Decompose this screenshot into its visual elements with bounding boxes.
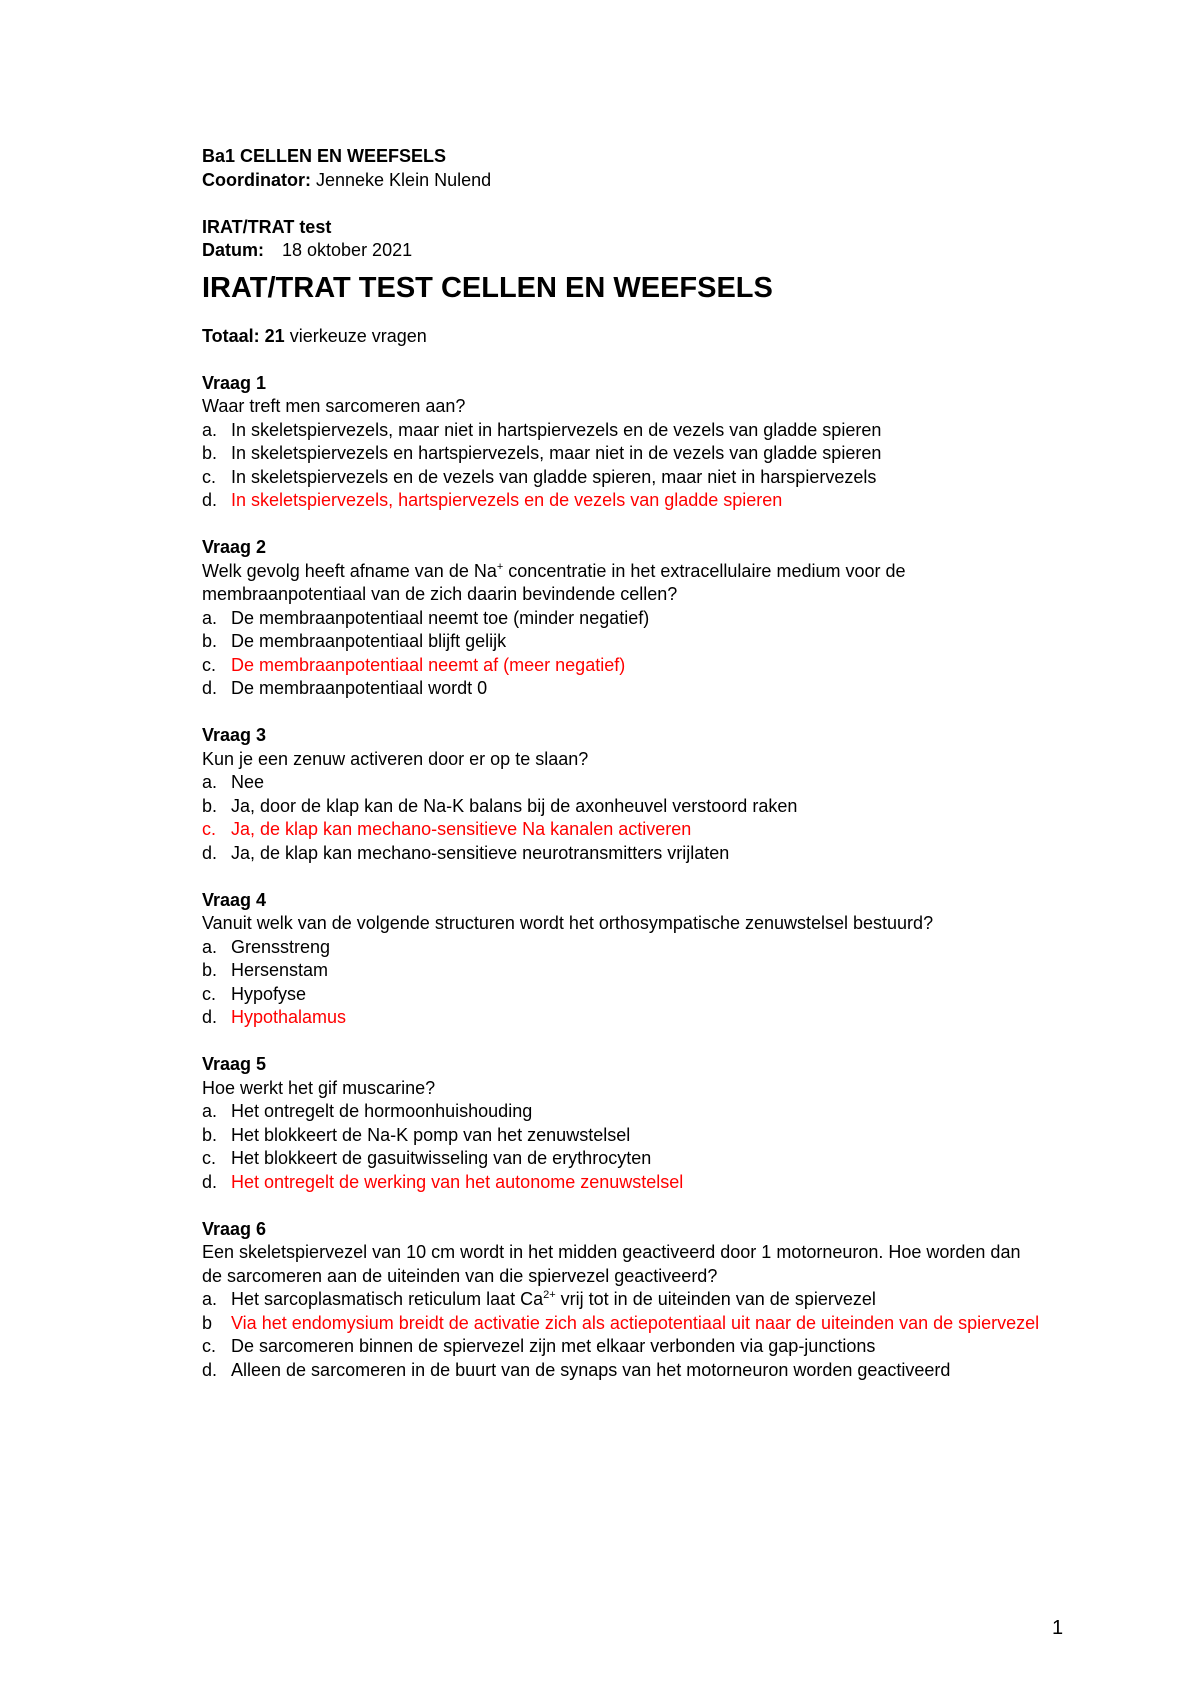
answer-option-a: a. In skeletspiervezels, maar niet in hartspiervezels en de vezels van gladde spieren <box>202 419 882 440</box>
question-text: Kun je een zenuw activeren door er op te slaan? <box>202 748 589 769</box>
question-6 <box>202 1218 1082 1383</box>
answer-option-b: b. Het blokkeert de Na-K pomp van het zenuwstelsel <box>202 1124 631 1145</box>
question-label: Vraag 2 <box>202 537 267 557</box>
question-label: Vraag 1 <box>202 372 267 393</box>
question-text: Vanuit welk van de volgende structuren wordt het orthosympatische zenuwstelsel bestuurd? <box>202 913 934 933</box>
answer-option-d: d. De membraanpotentiaal wordt 0 <box>202 678 488 698</box>
question-label: Vraag 5 <box>202 1054 267 1074</box>
question-4 <box>202 889 1082 1030</box>
date-line <box>202 239 1082 263</box>
course-title: Ba1 CELLEN EN WEEFSELS <box>202 146 447 166</box>
answer-option-c: c. Het blokkeert de gasuitwisseling van de erythrocyten <box>202 1148 652 1168</box>
answer-option-c: c. Hypofyse <box>202 983 307 1004</box>
answer-option-c: c. In skeletspiervezels en de vezels van gladde spieren, maar niet in harspiervezels <box>202 466 877 487</box>
total-label: Totaal: 21 <box>202 325 285 346</box>
coordinator-line <box>202 169 1082 193</box>
answer-option-a: a. De membraanpotentiaal neemt toe (minder negatief) <box>202 607 650 628</box>
answer-option-b: b. In skeletspiervezels en hartspiervezels, maar niet in de vezels van gladde spieren <box>202 443 882 463</box>
date-label: Datum: <box>202 240 264 260</box>
answer-option-d-correct: d. Het ontregelt de werking van het autonome zenuwstelsel <box>202 1171 684 1192</box>
question-label: Vraag 4 <box>202 889 267 910</box>
question-5 <box>202 1053 1082 1194</box>
answer-option-c-correct: c. De membraanpotentiaal neemt af (meer negatief) <box>202 654 626 675</box>
page-number: 1 <box>1052 1617 1064 1639</box>
answer-option-a: a. Het sarcoplasmatisch reticulum laat $Ca^{2+}$ vrij tot in de uiteinden van de spiervezel <box>202 1289 876 1309</box>
coordinator-name: Jenneke Klein Nulend <box>316 169 492 190</box>
answer-option-b-correct: b Via het endomysium breidt de activatie zich als actiepotentiaal uit naar de uiteinden van de spiervezel <box>202 1312 1040 1333</box>
answer-option-c-correct: c. Ja, de klap kan mechano-sensitieve Na kanalen activeren <box>202 819 692 839</box>
question-3 <box>202 724 1082 865</box>
answer-option-d: d. Alleen de sarcomeren in de buurt van de synaps van het motorneuron worden geactiveerd <box>202 1359 951 1380</box>
question-1 <box>202 372 1082 513</box>
test-type: IRAT/TRAT test <box>202 216 332 237</box>
question-text: Een skeletspiervezel van 10 cm wordt in het midden geactiveerd door 1 motorneuron. Hoe worden dan de sarcomeren aan de uiteinden van die spiervezel geactiveerd? <box>202 1242 1021 1286</box>
answer-option-b: b. De membraanpotentiaal blijft gelijk <box>202 631 507 651</box>
total-text: vierkeuze vragen <box>289 325 427 346</box>
answer-option-d-correct: d. In skeletspiervezels, hartspiervezels en de vezels van gladde spieren <box>202 490 783 510</box>
question-text: Hoe werkt het gif muscarine? <box>202 1077 436 1098</box>
answer-option-a: a. Nee <box>202 772 265 792</box>
answer-option-a: a. Grensstreng <box>202 936 331 957</box>
question-text: Welk gevolg heeft afname van de Na+ concentratie in het extracellulaire medium voor de membraanpotentiaal van de zich daarin bevindende cellen? <box>202 560 906 604</box>
answer-option-c: c. De sarcomeren binnen de spiervezel zijn met elkaar verbonden via gap-junctions <box>202 1336 876 1356</box>
question-label: Vraag 6 <box>202 1218 267 1239</box>
document-page <box>202 145 1082 1406</box>
question-text: Waar treft men sarcomeren aan? <box>202 396 466 416</box>
coordinator-label: Coordinator: <box>202 169 311 190</box>
answer-option-d-correct: d. Hypothalamus <box>202 1007 347 1027</box>
total-line <box>202 325 1082 349</box>
answer-option-a: a. Het ontregelt de hormoonhuishouding <box>202 1101 533 1121</box>
answer-option-b: b. Ja, door de klap kan de Na-K balans bij de axonheuvel verstoord raken <box>202 795 798 816</box>
date-value: 18 oktober 2021 <box>282 240 413 260</box>
question-2 <box>202 536 1082 701</box>
answer-option-b: b. Hersenstam <box>202 960 329 980</box>
page-title: IRAT/TRAT TEST CELLEN EN WEEFSELS <box>202 271 773 304</box>
question-label: Vraag 3 <box>202 725 267 745</box>
answer-option-d: d. Ja, de klap kan mechano-sensitieve neurotransmitters vrijlaten <box>202 842 730 863</box>
